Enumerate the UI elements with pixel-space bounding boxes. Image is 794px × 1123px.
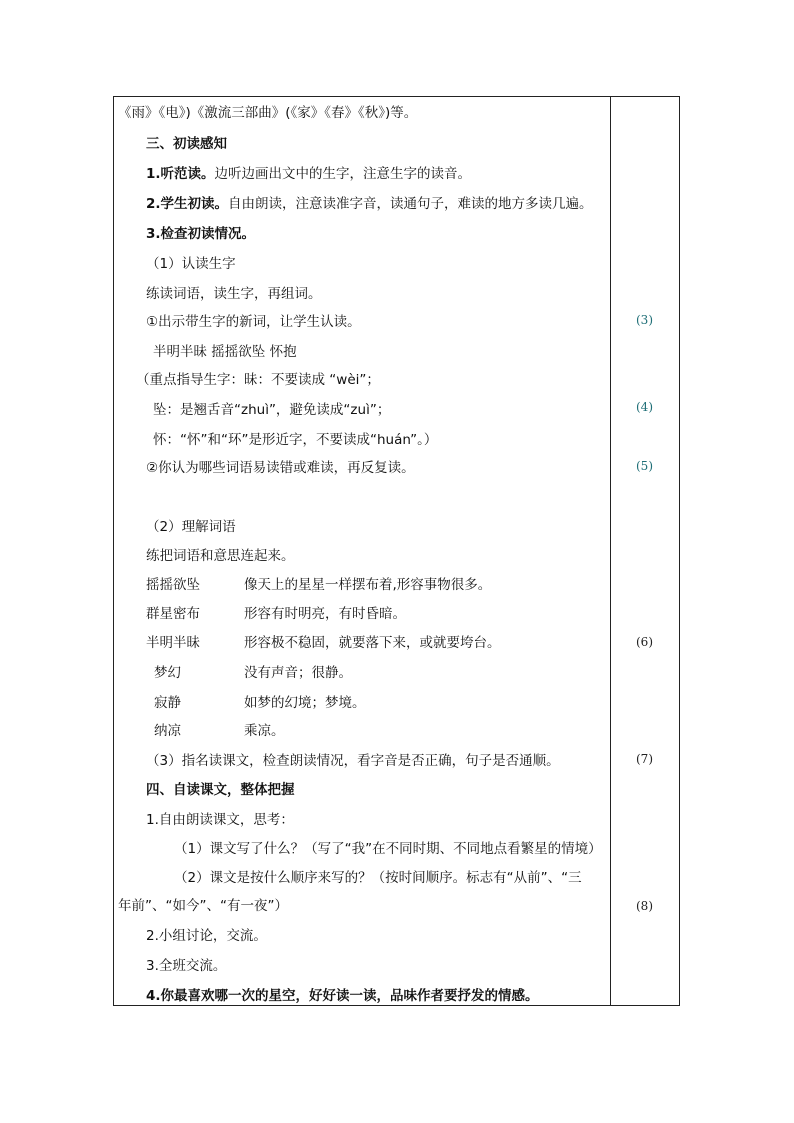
text-line: 2.小组讨论，交流。 <box>146 928 267 944</box>
step-number: (4) <box>636 400 653 414</box>
step-number: (8) <box>636 899 653 913</box>
vocab-word: 寂静 <box>154 695 181 711</box>
vocab-word: 群星密布 <box>146 606 200 622</box>
section-heading: 三、初读感知 <box>146 136 227 152</box>
vocab-word: 摇摇欲坠 <box>146 577 200 593</box>
step-label: 1.听范读。 <box>146 166 215 182</box>
step-number: (7) <box>636 752 653 766</box>
text-line: 练把词语和意思连起来。 <box>146 548 295 564</box>
vocab-word: 半明半昧 <box>146 635 200 651</box>
text-line: （1）课文写了什么？（写了“我”在不同时期、不同地点看繁星的情境） <box>174 841 602 857</box>
step-text: 自由朗读，注意读准字音，读通句子，难读的地方多读几遍。 <box>228 196 593 212</box>
text-line <box>146 165 471 183</box>
text-line: 怀：“怀”和“环”是形近字，不要读成“huán”。） <box>153 432 438 448</box>
word-list: 半明半昧 摇摇欲坠 怀抱 <box>153 344 297 360</box>
vocab-meaning: 乘凉。 <box>244 723 285 739</box>
text-line: 坠：是翘舌音“zhuì”，避免读成“zuì”； <box>153 402 391 418</box>
vocab-meaning: 像天上的星星一样摆布着,形容事物很多。 <box>244 577 492 593</box>
column-divider <box>610 97 611 1005</box>
text-line: 《雨》《电》)《激流三部曲》(《家》《春》《秋》)等。 <box>118 105 418 121</box>
vocab-meaning: 没有声音；很静。 <box>244 665 352 681</box>
step-number: (6) <box>636 635 653 649</box>
text-line: 4.你最喜欢哪一次的星空，好好读一读，品味作者要抒发的情感。 <box>146 988 539 1004</box>
text-line: ②你认为哪些词语易读错或难读，再反复读。 <box>146 460 415 476</box>
text-line: （重点指导生字：昧：不要读成 “wèi”； <box>136 372 380 388</box>
vocab-word: 纳凉 <box>154 723 181 739</box>
vocab-word: 梦幻 <box>154 665 181 681</box>
text-line: （2）理解词语 <box>146 519 236 535</box>
text-line: （2）课文是按什么顺序来写的？（按时间顺序。标志有“从前”、“三 <box>174 870 582 886</box>
text-line: （3）指名读课文，检查朗读情况，看字音是否正确，句子是否通顺。 <box>146 753 560 769</box>
text-line: 年前”、“如今”、“有一夜”） <box>118 898 288 914</box>
step-number: (3) <box>636 313 653 327</box>
text-line: 练读词语，读生字，再组词。 <box>146 286 322 302</box>
vocab-meaning: 形容极不稳固，就要落下来，或就要垮台。 <box>244 635 501 651</box>
vocab-meaning: 形容有时明亮，有时昏暗。 <box>244 606 406 622</box>
text-line: ①出示带生字的新词，让学生认读。 <box>146 314 361 330</box>
text-line: （1）认读生字 <box>146 256 236 272</box>
vocab-meaning: 如梦的幻境；梦境。 <box>244 695 366 711</box>
step-number: (5) <box>636 459 653 473</box>
text-line: 3.全班交流。 <box>146 958 227 974</box>
step-label: 2.学生初读。 <box>146 196 229 212</box>
text-line <box>146 195 593 213</box>
text-line: 1.自由朗读课文，思考： <box>146 812 294 828</box>
step-text: 边听边画出文中的生字，注意生字的读音。 <box>214 166 472 182</box>
text-line: 3.检查初读情况。 <box>146 226 256 242</box>
section-heading: 四、自读课文，整体把握 <box>146 782 295 798</box>
